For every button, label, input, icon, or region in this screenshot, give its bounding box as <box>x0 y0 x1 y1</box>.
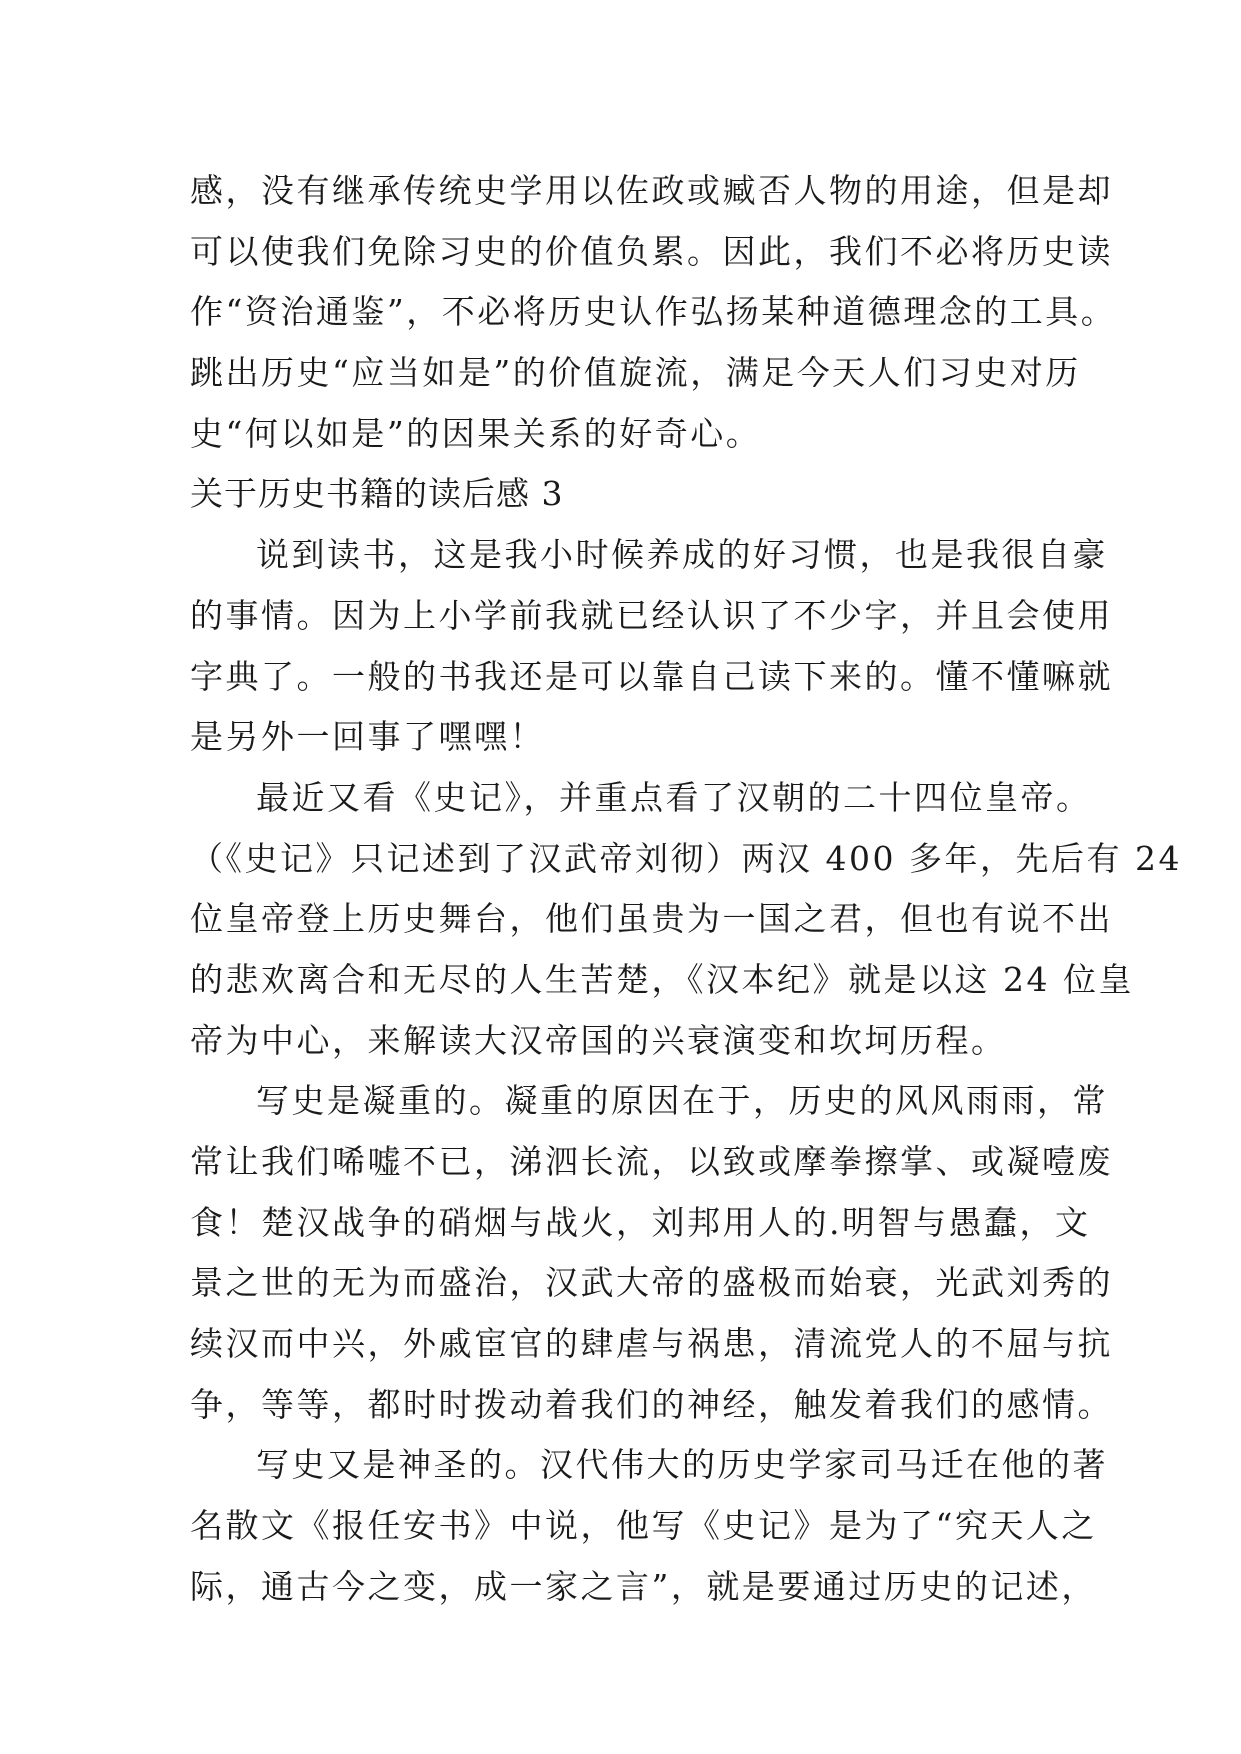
document-body <box>190 161 1182 1618</box>
text-line: 常让我们唏嘘不已，涕泗长流，以致或摩拳擦掌、或凝噎废 <box>190 1142 1113 1181</box>
text-line: 可以使我们免除习史的价值负累。因此，我们不必将历史读 <box>190 231 1113 271</box>
text-line: 字典了。一般的书我还是可以靠自己读下来的。懂不懂嘛就 <box>190 656 1113 696</box>
text-line: 的悲欢离合和无尽的人生苦楚，《汉本纪》就是以这 24 位皇 <box>190 959 1134 999</box>
text-line: 食！楚汉战争的硝烟与战火，刘邦用人的.明智与愚蠢，文 <box>190 1202 1091 1242</box>
text-line: 争，等等，都时时拨动着我们的神经，触发着我们的感情。 <box>190 1384 1113 1424</box>
text-line: 作“资治通鉴”，不必将历史认作弘扬某种道德理念的工具。 <box>190 292 1117 332</box>
text-line: 名散文《报任安书》中说，他写《史记》是为了“究天人之 <box>190 1506 1097 1546</box>
text-line: 感，没有继承传统史学用以佐政或臧否人物的用途，但是却 <box>190 171 1113 210</box>
text-line: 史“何以如是”的因果关系的好奇心。 <box>190 413 762 453</box>
text-line: 际，通古今之变，成一家之言”，就是要通过历史的记述， <box>190 1566 1097 1606</box>
text-line: 的事情。因为上小学前我就已经认识了不少字，并且会使用 <box>190 595 1113 635</box>
text-line: 写史又是神圣的。汉代伟大的历史学家司马迁在他的著 <box>256 1445 1108 1485</box>
text-line: 位皇帝登上历史舞台，他们虽贵为一国之君，但也有说不出 <box>190 899 1113 939</box>
text-line: 说到读书，这是我小时候养成的好习惯，也是我很自豪 <box>256 535 1108 575</box>
text-line: 跳出历史“应当如是”的价值旋流，满足今天人们习史对历 <box>190 353 1081 393</box>
text-line: 续汉而中兴，外戚宦官的肆虐与祸患，清流党人的不屈与抗 <box>190 1324 1113 1364</box>
text-line: 最近又看《史记》，并重点看了汉朝的二十四位皇帝。 <box>256 777 1092 817</box>
section-heading: 关于历史书籍的读后感 3 <box>190 474 564 514</box>
text-line: 帝为中心，来解读大汉帝国的兴衰演变和坎坷历程。 <box>190 1020 1007 1060</box>
text-line: （《史记》只记述到了汉武帝刘彻）两汉 400 多年，先后有 24 <box>190 838 1182 878</box>
text-line: 是另外一回事了嘿嘿！ <box>190 717 545 757</box>
text-line: 写史是凝重的。凝重的原因在于，历史的风风雨雨，常 <box>256 1081 1108 1121</box>
text-line: 景之世的无为而盛治，汉武大帝的盛极而始衰，光武刘秀的 <box>190 1263 1113 1303</box>
